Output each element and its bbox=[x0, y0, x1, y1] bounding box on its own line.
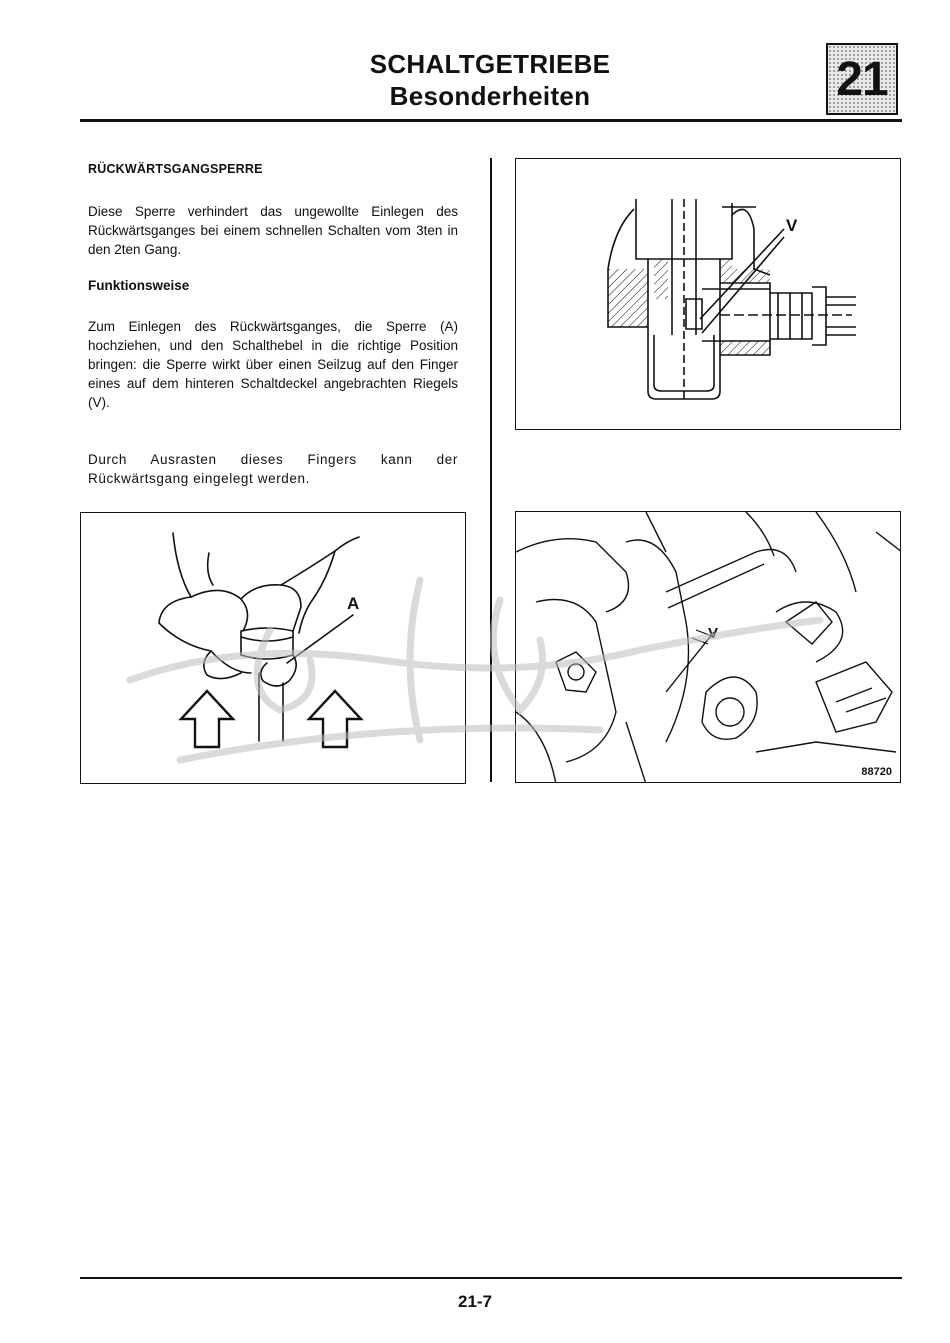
section-title: RÜCKWÄRTSGANGSPERRE bbox=[88, 162, 263, 176]
photo-illustration bbox=[516, 512, 901, 783]
figure-hand-lift bbox=[80, 512, 466, 784]
title-line-2: Besonderheiten bbox=[389, 81, 591, 111]
chapter-badge: 21 bbox=[826, 43, 898, 115]
page-number: 21-7 bbox=[457, 1292, 493, 1311]
hand-illustration bbox=[81, 513, 466, 784]
label-a: A bbox=[347, 594, 360, 613]
title-line-1: SCHALTGETRIEBE bbox=[369, 49, 611, 79]
subsection-title: Funktionsweise bbox=[88, 278, 190, 293]
paragraph-function: Zum Einlegen des Rückwärtsganges, die Sperre (A) hochziehen, und den Schalthebel in die richtige Position bringen: die Sperre wirkt über einen Seilzug auf den Finger eines auf dem hinteren Schaltdeckel angebrachten Riegels (V). bbox=[88, 319, 458, 410]
figure-cross-section bbox=[515, 158, 901, 430]
page-title bbox=[290, 48, 690, 112]
label-v-section: V bbox=[786, 216, 798, 235]
paragraph-intro: Diese Sperre verhindert das ungewollte Einlegen des Rückwärtsganges bei einem schnellen Schalten vom 3ten in den 2ten Gang. bbox=[88, 204, 458, 257]
cross-section-illustration bbox=[516, 159, 901, 430]
label-v-photo: V bbox=[708, 625, 719, 642]
footer-rule bbox=[80, 1277, 902, 1279]
figure-photo bbox=[515, 511, 901, 783]
figure-number: 88720 bbox=[861, 766, 892, 778]
header-rule bbox=[80, 119, 902, 122]
column-divider bbox=[490, 158, 492, 782]
paragraph-release: Durch Ausrasten dieses Fingers kann der Rückwärtsgang eingelegt werden. bbox=[88, 452, 458, 486]
